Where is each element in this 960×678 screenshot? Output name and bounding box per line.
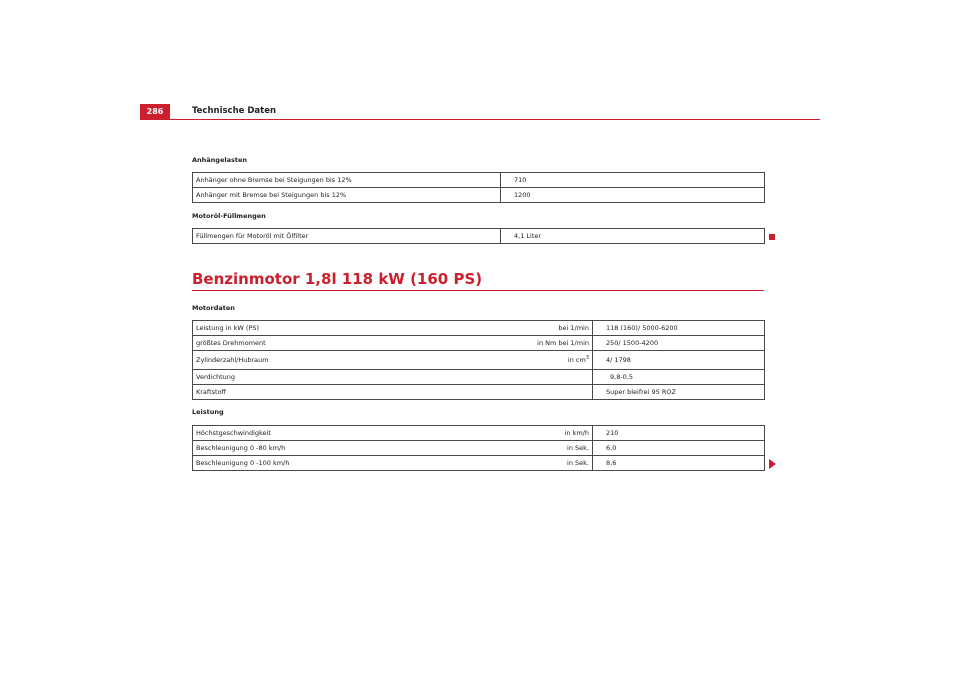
oil-capacity-table <box>192 228 765 244</box>
row-label: Anhänger mit Bremse bei Steigungen bis 12% <box>193 188 501 203</box>
row-value: 9,8-0,5 <box>593 370 765 385</box>
trailer-loads-table <box>192 172 765 203</box>
row-unit: in Sek. <box>506 441 593 456</box>
row-label: Verdichtung <box>193 370 507 385</box>
section-heading-engine-data: Motordaten <box>192 304 235 312</box>
row-unit <box>506 351 593 370</box>
table-row <box>193 426 765 441</box>
row-label: Leistung in kW (PS) <box>193 321 507 336</box>
table-row <box>193 370 765 385</box>
row-unit: in km/h <box>506 426 593 441</box>
row-label: Anhänger ohne Bremse bei Steigungen bis 12% <box>193 173 501 188</box>
chapter-title: Technische Daten <box>192 106 277 116</box>
row-label: Kraftstoff <box>193 385 507 400</box>
row-value: 250/ 1500-4200 <box>593 336 765 351</box>
row-value: 1200 <box>501 188 765 203</box>
row-label: Beschleunigung 0 -100 km/h <box>193 456 507 471</box>
table-row <box>193 229 765 244</box>
engine-data-table <box>192 320 765 400</box>
row-value: 118 (160)/ 5000-6200 <box>593 321 765 336</box>
row-unit: in Nm bei 1/min <box>506 336 593 351</box>
row-unit <box>506 385 593 400</box>
row-label: Beschleunigung 0 -80 km/h <box>193 441 507 456</box>
row-unit: in Sek. <box>506 456 593 471</box>
row-value: 710 <box>501 173 765 188</box>
table-row <box>193 336 765 351</box>
row-value: Super bleifrei 95 ROZ <box>593 385 765 400</box>
performance-table <box>192 425 765 471</box>
page-header <box>140 104 820 120</box>
page-number: 286 <box>140 104 170 119</box>
section-heading-oil-capacity: Motoröl-Füllmengen <box>192 212 266 220</box>
row-label: Zylinderzahl/Hubraum <box>193 351 507 370</box>
row-unit-superscript: 3 <box>585 355 589 362</box>
table-row <box>193 173 765 188</box>
row-unit-text: in cm <box>567 356 586 365</box>
row-value: 4/ 1798 <box>593 351 765 370</box>
row-unit: bei 1/min <box>506 321 593 336</box>
table-row <box>193 441 765 456</box>
row-unit <box>506 370 593 385</box>
row-value: 6,0 <box>593 441 765 456</box>
table-row <box>193 456 765 471</box>
table-row <box>193 188 765 203</box>
section-heading-trailer-loads: Anhängelasten <box>192 156 247 164</box>
row-label: Höchstgeschwindigkeit <box>193 426 507 441</box>
row-label: größtes Drehmoment <box>193 336 507 351</box>
continue-arrow-icon <box>769 459 776 469</box>
table-row <box>193 351 765 370</box>
row-value: 210 <box>593 426 765 441</box>
section-heading-performance: Leistung <box>192 408 224 416</box>
table-row <box>193 385 765 400</box>
engine-section-title: Benzinmotor 1,8l 118 kW (160 PS) <box>192 270 764 291</box>
section-end-marker-icon <box>769 234 775 240</box>
row-value: 8,6 <box>593 456 765 471</box>
row-label: Füllmengen für Motoröl mit Ölfilter <box>193 229 501 244</box>
table-row <box>193 321 765 336</box>
row-value: 4,1 Liter <box>501 229 765 244</box>
